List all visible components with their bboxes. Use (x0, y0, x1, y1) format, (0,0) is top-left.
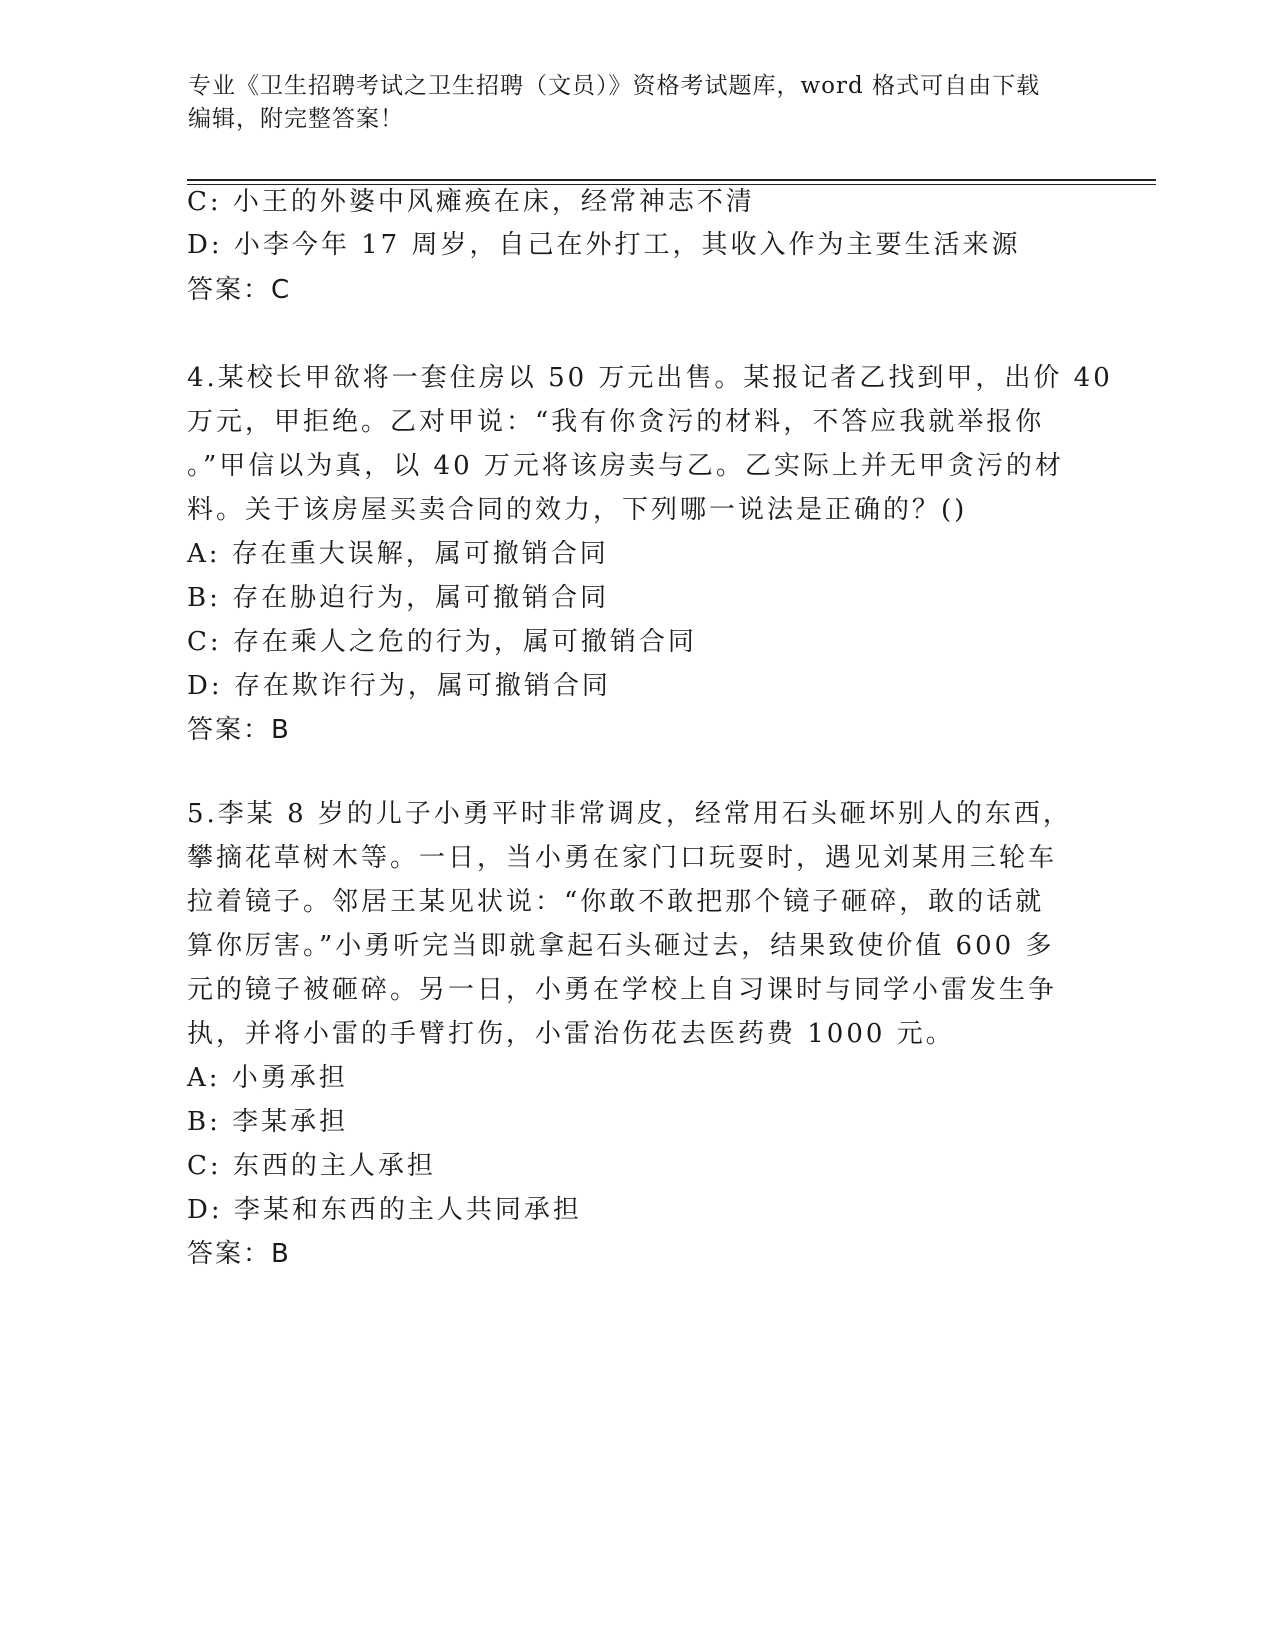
q4-stem-line-1: 4.某校长甲欲将一套住房以 50 万元出售。某报记者乙找到甲，出价 40 (187, 363, 1113, 393)
q5-stem-line-6: 执，并将小雷的手臂打伤，小雷治伤花去医药费 1000 元。 (187, 1019, 955, 1049)
q4-answer: 答案：B (187, 715, 291, 745)
q5-option-b: B: 李某承担 (187, 1107, 349, 1137)
document-header (188, 70, 1088, 136)
q4-stem-line-4: 料。关于该房屋买卖合同的效力，下列哪一说法是正确的？() (187, 495, 968, 525)
q4-stem-line-2: 万元，甲拒绝。乙对甲说：“我有你贪污的材料，不答应我就举报你 (187, 407, 1045, 437)
header-rule-thick (187, 179, 1156, 181)
q5-stem-line-3: 拉着镜子。邻居王某见状说：“你敢不敢把那个镜子砸碎，敢的话就 (187, 887, 1045, 917)
q5-option-a: A: 小勇承担 (187, 1063, 348, 1093)
q4-option-c: C: 存在乘人之危的行为，属可撤销合同 (187, 627, 697, 657)
q5-stem-line-2: 攀摘花草树木等。一日，当小勇在家门口玩耍时，遇见刘某用三轮车 (187, 843, 1058, 873)
q4-option-d: D: 存在欺诈行为，属可撤销合同 (187, 671, 611, 701)
header-line-2: 编辑，附完整答案！ (188, 106, 404, 132)
q5-answer: 答案：B (187, 1239, 291, 1269)
q3-option-d: D: 小李今年 17 周岁，自己在外打工，其收入作为主要生活来源 (187, 230, 1021, 260)
q3-option-c: C: 小王的外婆中风瘫痪在床，经常神志不清 (187, 187, 755, 217)
q4-stem-line-3: 。”甲信以为真，以 40 万元将该房卖与乙。乙实际上并无甲贪污的材 (187, 451, 1064, 481)
header-line-1: 专业《卫生招聘考试之卫生招聘（文员）》资格考试题库，word 格式可自由下载 (188, 73, 1041, 99)
q5-option-d: D: 李某和东西的主人共同承担 (187, 1195, 582, 1225)
q5-stem-line-4: 算你厉害。”小勇听完当即就拿起石头砸过去，结果致使价值 600 多 (187, 931, 1055, 961)
q4-option-b: B: 存在胁迫行为，属可撤销合同 (187, 583, 610, 613)
header-rule-thin (187, 184, 1156, 185)
q5-stem-line-5: 元的镜子被砸碎。另一日，小勇在学校上自习课时与同学小雷发生争 (187, 975, 1058, 1005)
q5-stem-line-1: 5.李某 8 岁的儿子小勇平时非常调皮，经常用石头砸坏别人的东西， (187, 799, 1072, 829)
q4-option-a: A: 存在重大误解，属可撤销合同 (187, 539, 609, 569)
q5-option-c: C: 东西的主人承担 (187, 1151, 436, 1181)
q3-answer: 答案：C (187, 275, 292, 305)
